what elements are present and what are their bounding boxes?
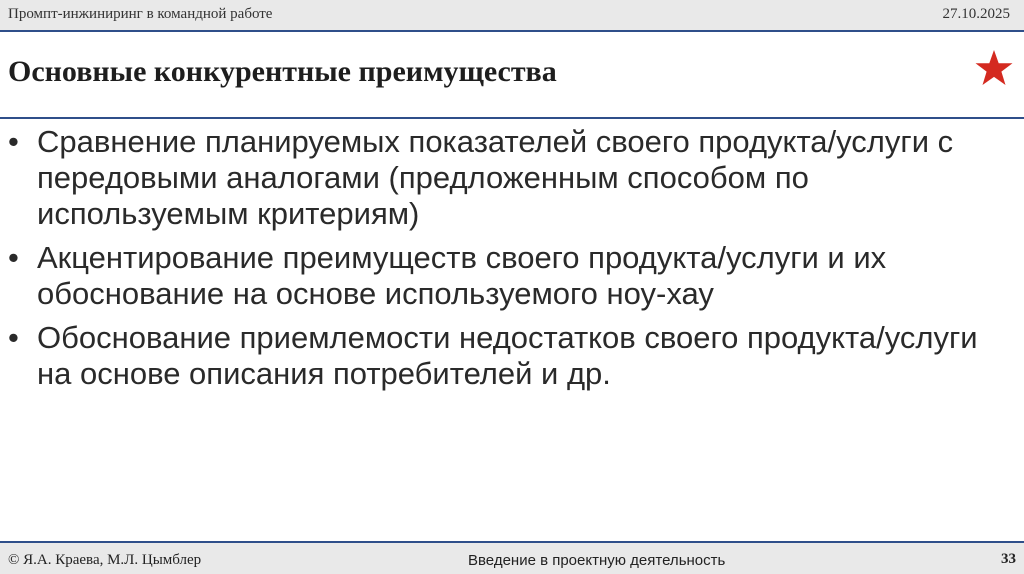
bullet-text: Акцентирование преимуществ своего продукта/услуги и их обоснование на основе используемого ноу-хау (37, 240, 887, 311)
footer-authors: © Я.А. Краева, М.Л. Цымблер (8, 552, 202, 568)
slide-date: 27.10.2025 (942, 6, 1010, 22)
bullet-text: Обоснование приемлемости недостатков своего продукта/услуги на основе описания потребителей и др. (37, 320, 978, 391)
header-bar (0, 0, 1024, 30)
bullet-icon: • (8, 320, 19, 355)
star-icon (974, 48, 1014, 88)
bullet-list (8, 124, 998, 400)
course-title: Промпт-инжиниринг в командной работе (8, 6, 273, 22)
header-divider (0, 30, 1024, 32)
footer-bar (0, 543, 1024, 574)
footer-subject: Введение в проектную деятельность (468, 552, 726, 569)
bullet-icon: • (8, 240, 19, 275)
bullet-icon: • (8, 124, 19, 159)
title-divider (0, 117, 1024, 119)
list-item (8, 124, 998, 232)
slide-title: Основные конкурентные преимущества (8, 55, 557, 88)
list-item (8, 320, 998, 392)
page-number: 33 (1001, 551, 1016, 567)
bullet-text: Сравнение планируемых показателей своего продукта/услуги с передовыми аналогами (предложенным способом по используемым критериям) (37, 124, 954, 231)
list-item (8, 240, 998, 312)
